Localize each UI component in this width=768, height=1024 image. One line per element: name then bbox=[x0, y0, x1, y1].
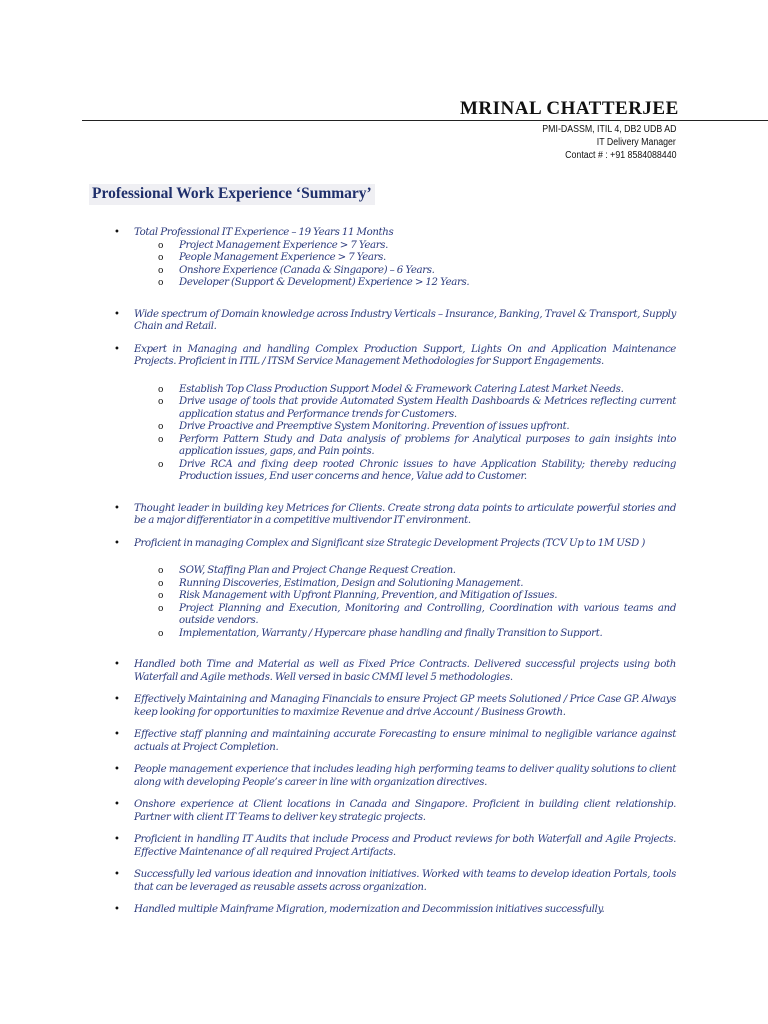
sub-item bbox=[158, 252, 676, 265]
bullet-marker: • bbox=[114, 764, 120, 775]
sub-bullet-marker: o bbox=[158, 422, 164, 432]
sub-item-text: Drive RCA and fixing deep rooted Chronic issues to have Application Stability; thereby reducing Production issues, End user concerns and hence, Value add to Customer. bbox=[179, 458, 676, 482]
bullet-text: Thought leader in building key Metrices for Clients. Create strong data points to articulate powerful stories and be a major differentiator in a competitive multivendor IT environment. bbox=[134, 502, 676, 526]
bullet-item bbox=[114, 764, 676, 789]
bullet-item bbox=[114, 694, 676, 719]
sub-item-text: Drive Proactive and Preemptive System Monitoring. Prevention of issues upfront. bbox=[179, 421, 570, 432]
sub-bullet-marker: o bbox=[158, 434, 164, 445]
bullet-item bbox=[114, 227, 676, 240]
sub-item bbox=[158, 421, 676, 434]
bullet-text: Proficient in handling IT Audits that include Process and Product reviews for both Waterfall and Agile Projects. Effective Maintenance of all required Project Artifacts. bbox=[134, 834, 676, 858]
candidate-name: MRINAL CHATTERJEE bbox=[460, 98, 679, 119]
sub-item-text: Running Discoveries, Estimation, Design and Solutioning Management. bbox=[179, 577, 524, 589]
header-divider bbox=[82, 120, 768, 121]
sub-item-text: Drive usage of tools that provide Automated System Health Dashboards & Metrices reflecting current application status and Performance trends for Customers. bbox=[179, 396, 676, 420]
sub-item-text: Developer (Support & Development) Experience > 12 Years. bbox=[179, 277, 470, 288]
bullet-item bbox=[114, 659, 676, 684]
bullet-item bbox=[114, 537, 676, 551]
sub-bullet-marker: o bbox=[158, 253, 164, 263]
sub-list bbox=[0, 565, 768, 640]
sub-item bbox=[158, 565, 676, 578]
sub-item-text: Implementation, Warranty / Hypercare phase handling and finally Transition to Support. bbox=[179, 627, 603, 639]
sub-item bbox=[158, 383, 676, 397]
sub-item bbox=[158, 264, 676, 278]
sub-item bbox=[158, 458, 676, 484]
sub-bullet-marker: o bbox=[158, 384, 164, 395]
sub-item bbox=[158, 396, 676, 421]
bullet-item bbox=[114, 869, 676, 894]
sub-item bbox=[158, 433, 676, 459]
sub-item-text: Perform Pattern Study and Data analysis of problems for Analytical purposes to gain insights into application issues, gaps, and Pain points. bbox=[179, 433, 676, 457]
bullet-marker: • bbox=[114, 227, 120, 238]
bullet-marker: • bbox=[114, 834, 120, 845]
bullet-marker: • bbox=[114, 904, 120, 915]
bullet-text: Handled both Time and Material as well as Fixed Price Contracts. Delivered successful projects using both Waterfall and Agile methods. Well versed in basic CMMI level 5 methodologies. bbox=[134, 659, 676, 683]
certifications-line: PMI-DASSM, ITIL 4, DB2 UDB AD bbox=[541, 124, 676, 135]
bullet-item bbox=[114, 799, 676, 824]
sub-item bbox=[158, 627, 676, 641]
sub-item-text: Risk Management with Upfront Planning, Prevention, and Mitigation of Issues. bbox=[179, 590, 558, 601]
sub-bullet-marker: o bbox=[158, 265, 164, 276]
sub-item-text: Onshore Experience (Canada & Singapore) – 6 Years. bbox=[179, 264, 435, 276]
sub-item bbox=[158, 277, 676, 290]
bullet-item bbox=[114, 904, 676, 917]
bullet-marker: • bbox=[114, 869, 120, 880]
bullet-text: Successfully led various ideation and innovation initiatives. Worked with teams to develop ideation Portals, tools that can be leveraged as reusable assets across organization. bbox=[134, 869, 676, 893]
sub-item-text: SOW, Staffing Plan and Project Change Request Creation. bbox=[179, 565, 456, 576]
bullet-text: Effective staff planning and maintaining accurate Forecasting to ensure minimal to negligible variance against actuals at Project Completion. bbox=[134, 729, 676, 753]
bullet-marker: • bbox=[114, 308, 120, 320]
bullet-item bbox=[114, 834, 676, 859]
sub-item-text: Project Planning and Execution, Monitoring and Controlling, Coordination with various teams and outside vendors. bbox=[179, 602, 676, 626]
sub-item-text: People Management Experience > 7 Years. bbox=[179, 252, 386, 263]
sub-bullet-marker: o bbox=[158, 628, 164, 639]
sub-bullet-marker: o bbox=[158, 578, 164, 589]
sub-bullet-marker: o bbox=[158, 591, 164, 601]
bullet-text: Wide spectrum of Domain knowledge across Industry Verticals – Insurance, Banking, Travel & Transport, Supply Chain and Retail. bbox=[134, 308, 676, 332]
sub-bullet-marker: o bbox=[158, 397, 164, 407]
bullet-item bbox=[114, 502, 676, 528]
sub-item-text: Establish Top Class Production Support Model & Framework Catering Latest Market Needs. bbox=[179, 383, 624, 395]
sub-item bbox=[158, 602, 676, 628]
sub-list bbox=[0, 240, 768, 290]
sub-item bbox=[158, 577, 676, 591]
bullet-marker: • bbox=[114, 343, 120, 355]
contact-line: Contact # : +91 8584088440 bbox=[564, 150, 676, 161]
section-title: Professional Work Experience ‘Summary’ bbox=[89, 184, 375, 205]
bullet-marker: • bbox=[114, 799, 120, 810]
sub-bullet-marker: o bbox=[158, 566, 164, 576]
sub-list bbox=[0, 384, 768, 484]
bullet-item bbox=[114, 343, 676, 369]
experience-summary-list bbox=[0, 227, 768, 917]
bullet-text: People management experience that includes leading high performing teams to deliver quality solutions to client along with developing People’s career in line with organization directives. bbox=[134, 764, 676, 788]
sub-item bbox=[158, 590, 676, 603]
role-line: IT Delivery Manager bbox=[596, 137, 676, 148]
bullet-item bbox=[114, 308, 676, 334]
bullet-marker: • bbox=[114, 729, 120, 740]
sub-item-text: Project Management Experience > 7 Years. bbox=[179, 239, 389, 251]
bullet-text: Proficient in managing Complex and Significant size Strategic Development Projects (TCV Up to 1M USD ) bbox=[134, 537, 645, 549]
bullet-marker: • bbox=[114, 659, 120, 670]
bullet-marker: • bbox=[114, 694, 120, 705]
bullet-text: Expert in Managing and handling Complex Production Support, Lights On and Application Maintenance Projects. Proficient in ITIL / ITSM Service Management Methodologies for Support Engagements. bbox=[134, 343, 676, 367]
bullet-marker: • bbox=[114, 537, 120, 549]
sub-bullet-marker: o bbox=[158, 278, 164, 288]
bullet-text: Effectively Maintaining and Managing Financials to ensure Project GP meets Solutioned / Price Case GP. Always keep looking for opportunities to maximize Revenue and drive Account / Business Growth. bbox=[134, 694, 676, 718]
sub-bullet-marker: o bbox=[158, 603, 164, 614]
sub-bullet-marker: o bbox=[158, 459, 164, 470]
bullet-text: Handled multiple Mainframe Migration, modernization and Decommission initiatives successfully. bbox=[134, 904, 605, 915]
bullet-item bbox=[114, 729, 676, 754]
sub-bullet-marker: o bbox=[158, 240, 164, 251]
sub-item bbox=[158, 239, 676, 253]
bullet-text: Onshore experience at Client locations in Canada and Singapore. Proficient in building client relationship. Partner with client IT Teams to deliver key strategic projects. bbox=[134, 799, 676, 823]
bullet-marker: • bbox=[114, 502, 120, 514]
bullet-text: Total Professional IT Experience – 19 Years 11 Months bbox=[134, 227, 394, 238]
